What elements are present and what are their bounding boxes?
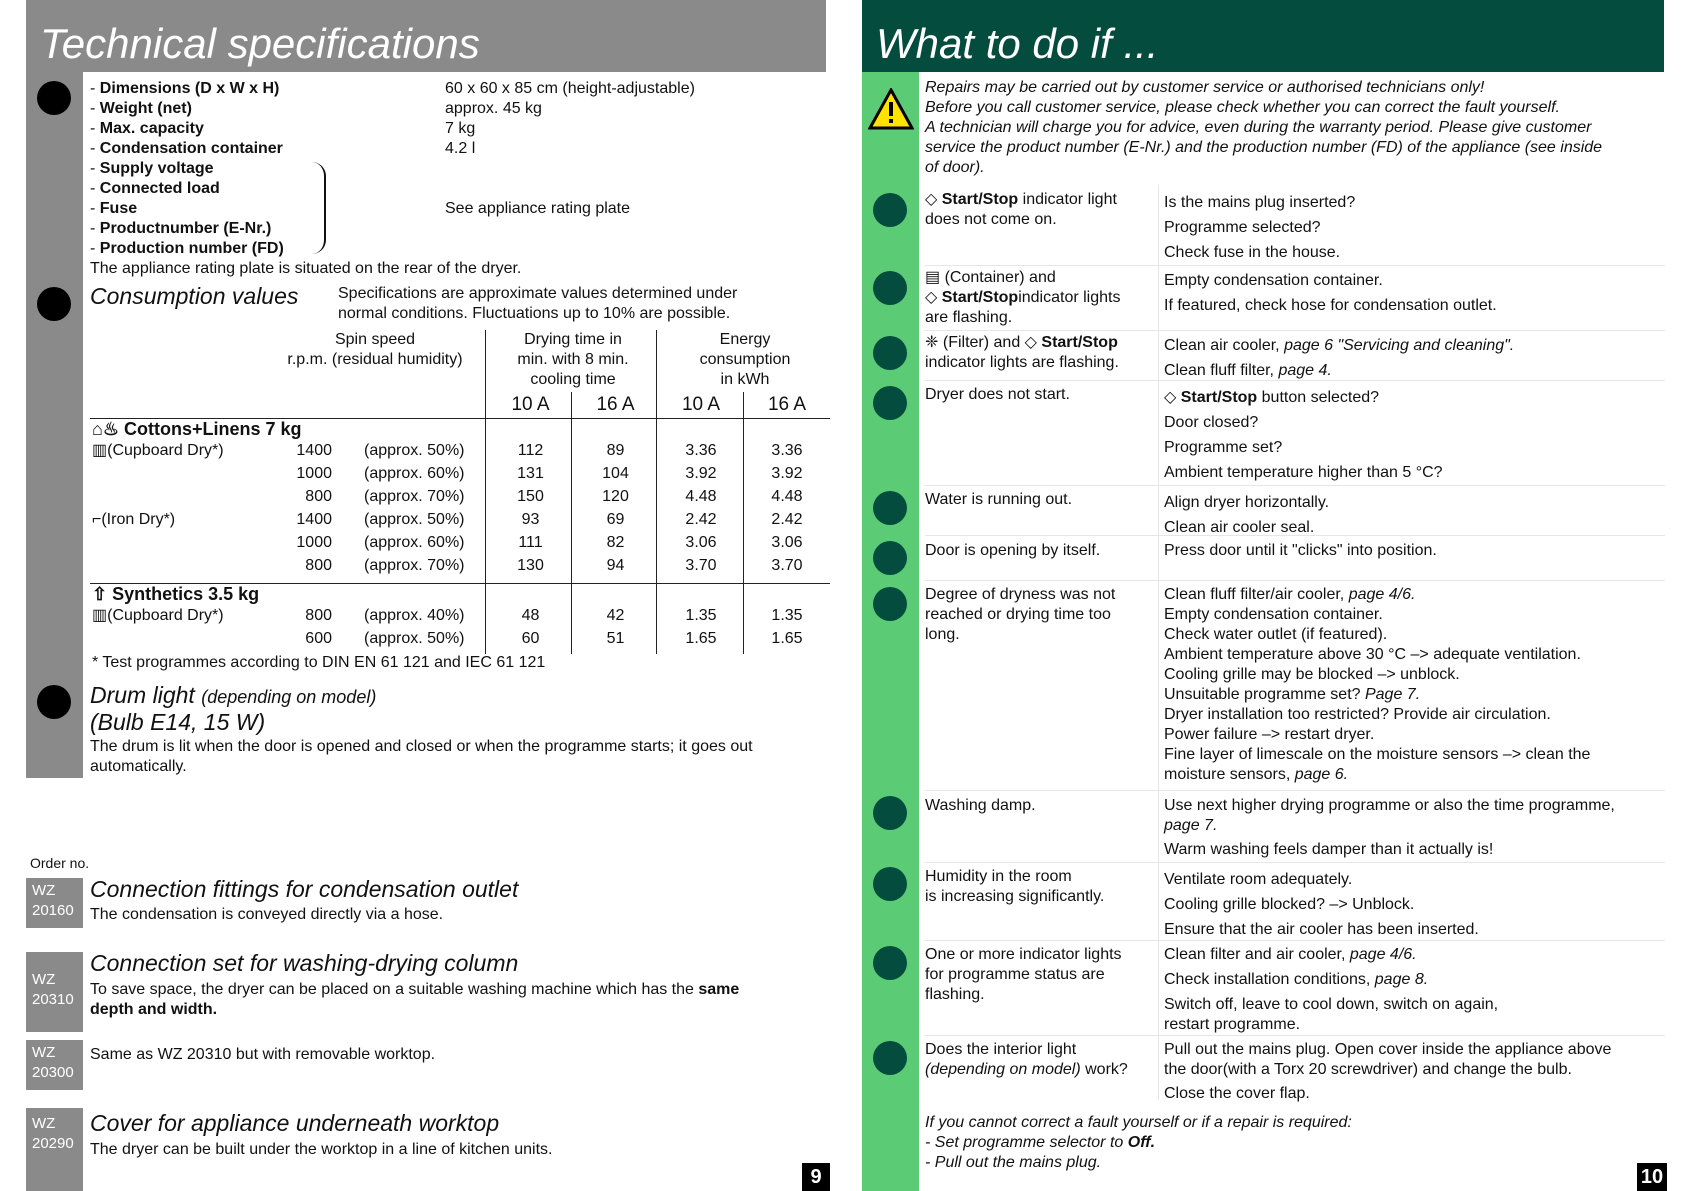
bullet-s10 — [873, 946, 907, 980]
synth-title: ⇧ Synthetics 3.5 kg — [92, 584, 260, 604]
consumption-desc: Specifications are approximate values determined under normal conditions. Fluctuations up to 10% are possible. — [338, 285, 738, 322]
order-no-label: Order no. — [30, 855, 90, 871]
spec-row: - Weight (net) approx. 45 kg — [90, 100, 542, 117]
bullet-s3 — [873, 336, 907, 370]
remedy-8: Use next higher drying programme or also the time programme, page 7. Warm washing feels damper than it actually is! — [1164, 797, 1615, 858]
table-row: 800 (approx. 70%) 130 94 3.70 3.70 — [305, 557, 803, 574]
remedy-9: Ventilate room adequately. Cooling grille blocked? –> Unblock. Ensure that the air cooler has been inserted. — [1164, 871, 1479, 938]
bullet-s11 — [873, 1041, 907, 1075]
bullet-specs — [37, 81, 71, 115]
container-icon: ▤ — [925, 269, 945, 286]
acc-desc-4: The dryer can be built under the worktop in a line of kitchen units. — [90, 1141, 553, 1158]
spec-row: - Dimensions (D x W x H) 60 x 60 x 85 cm (height-adjustable) — [90, 80, 695, 97]
footer-note: If you cannot correct a fault yourself or if a repair is required: - Set programme selector to Off. - Pull out the mains plug. — [925, 1114, 1352, 1171]
start-stop-icon: ◇ — [1164, 389, 1181, 406]
remedy-7: Clean fluff filter/air cooler, page 4/6. Empty condensation container. Check water outlet (if featured). Ambient temperature above 30 °C –> adequate ventilation. Cooling grille may be blocked –> unblock. Unsuitable programme set? Page 7. Dryer installation too restricted? Provide air circulation. Power failure –> restart dryer. Fine layer of limescale on the moisture sensors –> clean the moisture sensors, page 6. — [1164, 586, 1591, 783]
problem-5: Water is running out. — [925, 491, 1073, 508]
filter-icon: ❈ — [925, 334, 943, 351]
remedy-6: Press door until it "clicks" into position. — [1164, 542, 1437, 559]
spec-row: - Condensation container 4.2 l — [90, 140, 476, 157]
bullet-s5 — [873, 491, 907, 525]
acc-title-4: Cover for appliance underneath worktop — [90, 1110, 500, 1136]
table-row: ▥(Cupboard Dry*) 1400 (approx. 50%) 112 89 3.36 3.36 — [92, 442, 803, 459]
right-side-bar — [862, 72, 919, 1191]
consumption-title: Consumption values — [90, 283, 299, 309]
problem-2: ▤ (Container) and ◇ Start/Stopindicator lights are flashing. — [925, 269, 1121, 326]
bullet-s9 — [873, 867, 907, 901]
bullet-drum — [37, 685, 71, 719]
problem-11: Does the interior light (depending on model) work? — [925, 1041, 1128, 1078]
brace-icon — [312, 162, 326, 254]
remedy-10: Clean filter and air cooler, page 4/6. Check installation conditions, page 8. Switch off, leave to cool down, switch on again, restart programme. — [1164, 946, 1499, 1033]
spec-row: - Supply voltage — [90, 160, 214, 177]
table-row: ▥(Cupboard Dry*) 800 (approx. 40%) 48 42 1.35 1.35 — [92, 607, 803, 624]
page-number-10: 10 — [1637, 1163, 1667, 1191]
acc-code-1: WZ 20160 — [26, 878, 83, 928]
table-row: 1000 (approx. 60%) 111 82 3.06 3.06 — [296, 534, 803, 551]
acc-code-4: WZ 20290 — [26, 1108, 83, 1191]
bullet-s8 — [873, 796, 907, 830]
cotton-rows — [92, 441, 832, 579]
warning-icon — [868, 88, 914, 130]
iron-icon: ⌐ — [92, 511, 102, 528]
amp-10-dry: 10 A — [511, 394, 550, 415]
spec-row: - Productnumber (E-Nr.) — [90, 220, 272, 237]
drum-title: Drum light (depending on model) — [90, 682, 377, 708]
drum-desc: The drum is lit when the door is opened and closed or when the programme starts; it goes out automatically. — [90, 738, 753, 775]
col-spin-header: Spin speed r.p.m. (residual humidity) — [287, 331, 463, 368]
amp-10-energy: 10 A — [681, 394, 721, 415]
problem-10: One or more indicator lights for programme status are flashing. — [925, 946, 1122, 1003]
problem-4: Dryer does not start. — [925, 386, 1070, 403]
bullet-s1 — [873, 193, 907, 227]
table-row: ⌐(Iron Dry*) 1400 (approx. 50%) 93 69 2.42 2.42 — [92, 511, 803, 528]
left-side-bar — [26, 72, 83, 778]
start-stop-icon: ◇ — [1024, 334, 1042, 351]
remedy-2: Empty condensation container. If featured, check hose for condensation outlet. — [1164, 272, 1497, 314]
bullet-s6 — [873, 541, 907, 575]
bullet-s2 — [873, 271, 907, 305]
acc-title-2: Connection set for washing-drying column — [90, 950, 519, 976]
tech-spec-title: Technical specifications — [40, 20, 480, 67]
amp-16-energy: 16 A — [767, 394, 807, 415]
rating-note: The appliance rating plate is situated on the rear of the dryer. — [90, 260, 522, 277]
spec-row: - Production number (FD) — [90, 240, 284, 257]
cottons-title: ⌂♨ Cottons+Linens 7 kg — [92, 419, 302, 439]
cottons-icon: ⌂♨ — [92, 419, 125, 439]
start-stop-icon: ◇ — [925, 289, 942, 306]
cupboard-icon: ▥ — [92, 607, 108, 624]
problem-7: Degree of dryness was not reached or drying time too long. — [925, 586, 1116, 643]
drum-bulb: (Bulb E14, 15 W) — [90, 709, 266, 735]
tech-spec-header — [26, 0, 826, 72]
bullet-s4 — [873, 386, 907, 420]
remedy-3: Clean air cooler, page 6 "Servicing and cleaning". Clean fluff filter, page 4. — [1164, 337, 1515, 379]
problem-8: Washing damp. — [925, 797, 1036, 814]
accessories-header: Optional accessories — [40, 797, 412, 842]
problem-3: ❈ (Filter) and ◇ Start/Stop indicator lights are flashing. — [925, 334, 1119, 371]
page-number-9: 9 — [802, 1163, 830, 1191]
table-row: 600 (approx. 50%) 60 51 1.65 1.65 — [305, 630, 803, 647]
remedy-4: ◇ Start/Stop button selected? Door closed? Programme set? Ambient temperature higher than 5 °C? — [1164, 389, 1443, 481]
table-row: 1000 (approx. 60%) 131 104 3.92 3.92 — [296, 465, 803, 482]
col-energy-header: Energy consumption in kWh — [699, 331, 791, 388]
footnote: * Test programmes according to DIN EN 61 121 and IEC 61 121 — [92, 654, 546, 671]
acc-title-1: Connection fittings for condensation outlet — [90, 876, 519, 902]
col-dry-header: Drying time in min. with 8 min. cooling time — [517, 331, 629, 388]
bullet-consumption — [37, 287, 71, 321]
problem-9: Humidity in the room is increasing significantly. — [925, 868, 1105, 905]
problem-6: Door is opening by itself. — [925, 542, 1101, 559]
synth-rows — [92, 606, 832, 652]
acc-desc-1: The condensation is conveyed directly via a hose. — [90, 906, 444, 923]
acc-desc-3: Same as WZ 20310 but with removable worktop. — [90, 1046, 436, 1063]
remedy-5: Align dryer horizontally. Clean air cooler seal. — [1164, 494, 1330, 536]
what-to-do-title: What to do if ... — [876, 20, 1159, 67]
acc-code-3: WZ 20300 — [26, 1040, 83, 1090]
remedy-11: Pull out the mains plug. Open cover inside the appliance above the door(with a Torx 20 screwdriver) and change the bulb. Close the cover flap. — [1164, 1041, 1612, 1102]
amp-16-dry: 16 A — [596, 394, 635, 415]
remedy-1: Is the mains plug inserted? Programme selected? Check fuse in the house. — [1164, 194, 1356, 261]
table-row: 800 (approx. 70%) 150 120 4.48 4.48 — [305, 488, 803, 505]
spec-row: - Connected load — [90, 180, 220, 197]
spec-list — [90, 79, 820, 279]
cupboard-icon: ▥ — [92, 442, 108, 459]
bullet-s7 — [873, 587, 907, 621]
acc-desc-2: To save space, the dryer can be placed on a suitable washing machine which has the same depth and width. — [90, 981, 740, 1018]
problem-1: ◇ Start/Stop indicator light does not come on. — [925, 191, 1117, 228]
spec-row: - Max. capacity 7 kg — [90, 120, 476, 137]
what-to-do-header — [862, 0, 1664, 72]
warning-text: Repairs may be carried out by customer service or authorised technicians only! Before you call customer service, please check whether you can correct the fault yourself. A technician will charge you for advice, even during the warranty period. Please give customer service the product number (E-Nr.) and the production number (FD) of the appliance (see inside of door). — [925, 79, 1603, 176]
spec-row: - Fuse See appliance rating plate — [90, 200, 631, 217]
acc-code-2: WZ 20310 — [26, 952, 83, 1032]
start-stop-icon: ◇ — [925, 191, 942, 208]
synthetics-icon: ⇧ — [92, 584, 113, 604]
